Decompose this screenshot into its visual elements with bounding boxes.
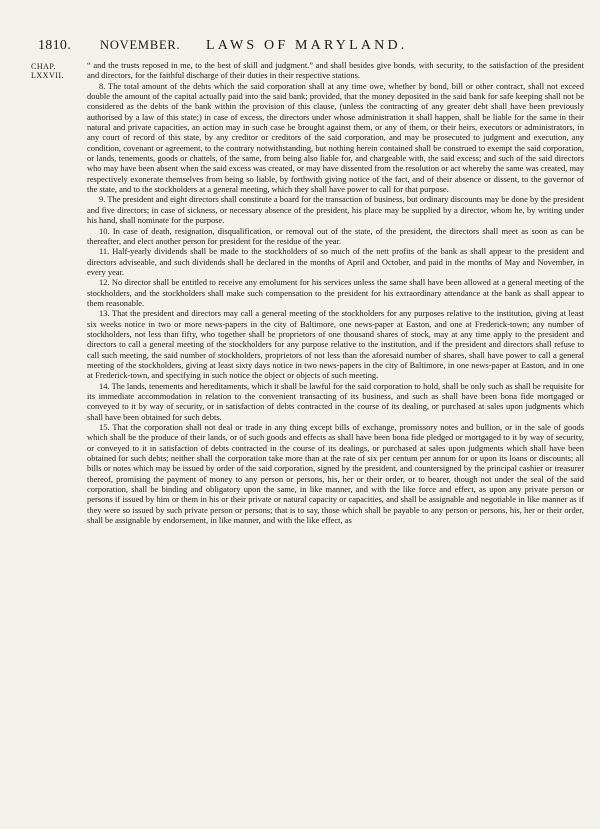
running-header: [8, 38, 580, 54]
header-month: NOVEMBER.: [100, 38, 181, 52]
section-10: 10. In case of death, resignation, disqualification, or removal out of the state, of the president, the directors shall meet as soon as can be thereafter, and elect another person for president for the residue of the year.: [87, 225, 584, 246]
section-13: 13. That the president and directors may call a general meeting of the stockholders for any purposes relative to the institution, giving at least six weeks notice in two or more news-papers in the city of Baltimore, one news-paper at Easton, and one at Frederick-town; any number of stockholders, not less than fifty, who together shall be proprietors of one thousand shares of stock, may at any time apply to the president and directors to call a general meeting of the stockholders for any purpose relative to the institution, and if the president and directors shall refuse to call such meeting, the said number of stockholders, proprietors of not less than the aforesaid number of shares, shall have power to call a general meeting of the stockholders, giving at least sixty days notice in two news-papers in the city of Baltimore, in one news-paper at Easton, and in one at Frederick-town, and specifying in such notice the object or objects of such meeting.: [87, 308, 584, 381]
section-8: 8. The total amount of the debts which the said corporation shall at any time owe, whether by bond, bill or other contract, shall not exceed double the amount of the capital actually paid into the said bank; provided, that the money deposited in the said bank for safe keeping shall not be considered as the debts of the bank within the provision of this clause, (unless the contracting of any greater debt shall have been previously authorised by a law of this state;) in case of excess, the directors under whose administration it shall happen, shall be liable for the same in their natural and private capacities, an action may in such case be brought against them, or any of them, or their heirs, executors or administrators, in any court of record of this state, by any creditor or creditors of the said corporation, and may be prosecuted to judgment and execution, any condition, covenant or agreement, to the contrary notwithstanding, but nothing herein contained shall be construed to exempt the said corporation, or lands, tenements, goods or chattels, of the same, from being also liable for, and chargeable with, the said excess; and such of the said directors who may have been absent when the said excess was created, or may have dissented from the resolution or act whereby the same was created, may respectively exonerate themselves from being so liable, by forthwith giving notice of the fact, and of their absence or dissent, to the governor of the state, and to the stockholders at a general meeting, which they shall have power to call for that purpose.: [87, 80, 584, 195]
header-title: LAWS OF MARYLAND.: [206, 38, 408, 53]
body-text: [87, 60, 584, 525]
header-year: 1810.: [38, 38, 71, 53]
section-15: 15. That the corporation shall not deal or trade in any thing except bills of exchange, promissory notes and bullion, or in the sale of goods which shall be the produce of their lands, or of such goods and effects as shall have been bona fide pledged or mortgaged to it by way of security, or conveyed to it in satisfaction of debts contracted in the course of its dealings, or purchased at sales upon judgments which shall have been obtained for such debts; neither shall the corporation take more than at the rate of six per centum per annum for or upon its loans or discounts; all bills or notes which may be issued by order of the said corporation, signed by the president, and countersigned by the principal cashier or treasurer thereof, promising the payment of money to any person or persons, his, her or their order, or to bearer, though not under the seal of the said corporation, shall be binding and obligatory upon the same, in like manner, and with the like force and effect, as upon any private person or persons if issued by him or them in his or their private or natural capacity or capacities, and shall be assignable and negotiable in like manner as if they were so issued by such private person or persons; that is to say, those which shall be payable to any person or persons, his, her or their order, shall be assignable by endorsement, in like manner, and with the like effect, as: [87, 422, 584, 526]
section-11: 11. Half-yearly dividends shall be made to the stockholders of so much of the nett profits of the bank as shall appear to the president and directors adviseable, and such dividends shall be declared in the months of April and October, and paid in the months of May and November, in every year.: [87, 246, 584, 277]
chapter-margin-note: [31, 62, 79, 80]
chapter-number: LXXVII.: [31, 71, 65, 80]
paragraph-oath-continuation: “ and the trusts reposed in me, to the best of skill and judgment.” and shall besides give bonds, with security, to the satisfaction of the president and directors, for the faithful discharge of their duties in their respective stations.: [87, 60, 584, 81]
section-9: 9. The president and eight directors shall constitute a board for the transaction of business, but ordinary discounts may be done by the president and five directors; in case of sickness, or necessary absence of the president, his place may be supplied by a director, whom he, by writing under his hand, shall nominate for the purpose.: [87, 194, 584, 226]
chapter-label: CHAP.: [31, 62, 56, 71]
section-12: 12. No director shall be entitled to receive any emolument for his services unless the same shall have been allowed at a general meeting of the stockholders, and the stockholders shall make such compensation to the president for his extraordinary attendance at the bank as shall appear to them reasonable.: [87, 277, 584, 308]
section-14: 14. The lands, tenements and hereditaments, which it shall be lawful for the said corporation to hold, shall be only such as shall be requisite for its immediate accommodation in relation to the convenient transacting of its business, and such as shall have been bona fide mortgaged or conveyed to it by way of security, or in satisfaction of debts contracted in the course of its dealing, or purchased at sales upon judgments which shall have been obtained for such debts.: [87, 380, 584, 422]
